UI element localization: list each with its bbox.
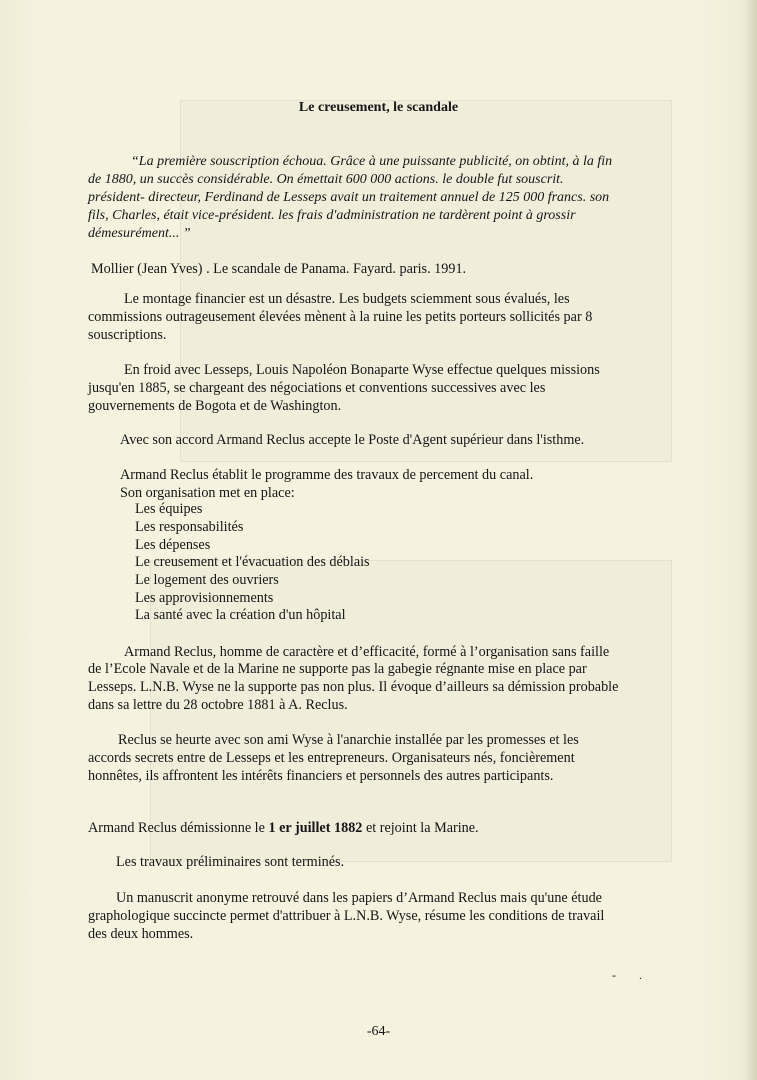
paragraph-line: Armand Reclus établit le programme des travaux de percement du canal.	[120, 467, 534, 483]
page-edge-shadow	[743, 0, 757, 1080]
quote-line: de 1880, un succès considérable. On émettait 600 000 actions. le double fut souscrit.	[88, 172, 564, 187]
list-item: Les dépenses	[135, 537, 211, 553]
list-item: Le creusement et l'évacuation des déblais	[135, 554, 370, 570]
list-item: Les équipes	[135, 501, 203, 517]
resignation-date: 1 er juillet 1882	[268, 820, 363, 836]
paragraph-line: dans sa lettre du 28 octobre 1881 à A. Reclus.	[88, 697, 348, 713]
quote-line: fils, Charles, était vice-président. les frais d'administration ne tardèrent point à grossir	[88, 208, 576, 223]
paragraph-line: Les travaux préliminaires sont terminés.	[116, 854, 345, 870]
paragraph-line: commissions outrageusement élevées mènent à la ruine les petits porteurs sollicités par 8	[88, 309, 593, 325]
list-item: Les approvisionnements	[135, 590, 274, 606]
stray-marks: - .	[612, 968, 652, 982]
paragraph-line: honnêtes, ils affrontent les intérêts financiers et personnels des autres participants.	[88, 768, 554, 784]
paragraph-line: Reclus se heurte avec son ami Wyse à l'anarchie installée par les promesses et les	[118, 732, 579, 748]
list-item: Les responsabilités	[135, 519, 244, 535]
paragraph-line: accords secrets entre de Lesseps et les entrepreneurs. Organisateurs nés, foncièrement	[88, 750, 575, 766]
paragraph-line: Son organisation met en place:	[120, 485, 295, 501]
paragraph-line: Le montage financier est un désastre. Les budgets sciemment sous évalués, les	[124, 291, 570, 307]
paragraph-line	[88, 819, 479, 837]
quote-line: “La première souscription échoua. Grâce à une puissante publicité, on obtint, à la fin	[131, 154, 613, 169]
quote-line: démesurément... ”	[88, 226, 191, 241]
paragraph-line: des deux hommes.	[88, 926, 194, 942]
list-item: Le logement des ouvriers	[135, 572, 279, 588]
resignation-text-after: et rejoint la Marine.	[362, 820, 479, 836]
paragraph-line: graphologique succincte permet d'attribuer à L.N.B. Wyse, résume les conditions de travail	[88, 908, 605, 924]
paragraph-line: souscriptions.	[88, 327, 167, 343]
quote-line: président- directeur, Ferdinand de Lesseps avait un traitement annuel de 125 000 francs. son	[88, 190, 610, 205]
citation: Mollier (Jean Yves) . Le scandale de Panama. Fayard. paris. 1991.	[91, 261, 467, 277]
list-item: La santé avec la création d'un hôpital	[135, 607, 346, 623]
paragraph-line: Avec son accord Armand Reclus accepte le Poste d'Agent supérieur dans l'isthme.	[120, 432, 585, 448]
paragraph-line: Armand Reclus, homme de caractère et d’efficacité, formé à l’organisation sans faille	[124, 644, 610, 660]
paragraph-line: Lesseps. L.N.B. Wyse ne la supporte pas non plus. Il évoque d’ailleurs sa démission probable	[88, 679, 619, 695]
paragraph-line: Un manuscrit anonyme retrouvé dans les papiers d’Armand Reclus mais qu'une étude	[116, 890, 602, 906]
paragraph-line: gouvernements de Bogota et de Washington.	[88, 398, 342, 414]
paragraph-line: En froid avec Lesseps, Louis Napoléon Bonaparte Wyse effectue quelques missions	[124, 362, 600, 378]
resignation-text-before: Armand Reclus démissionne le	[88, 820, 269, 836]
paragraph-line: jusqu'en 1885, se chargeant des négociations et conventions successives avec les	[88, 380, 546, 396]
page-number: -64-	[366, 1024, 391, 1039]
page-title: Le creusement, le scandale	[298, 100, 459, 115]
paragraph-line: de l’Ecole Navale et de la Marine ne supporte pas la gabegie régnante mise en place par	[88, 661, 587, 677]
